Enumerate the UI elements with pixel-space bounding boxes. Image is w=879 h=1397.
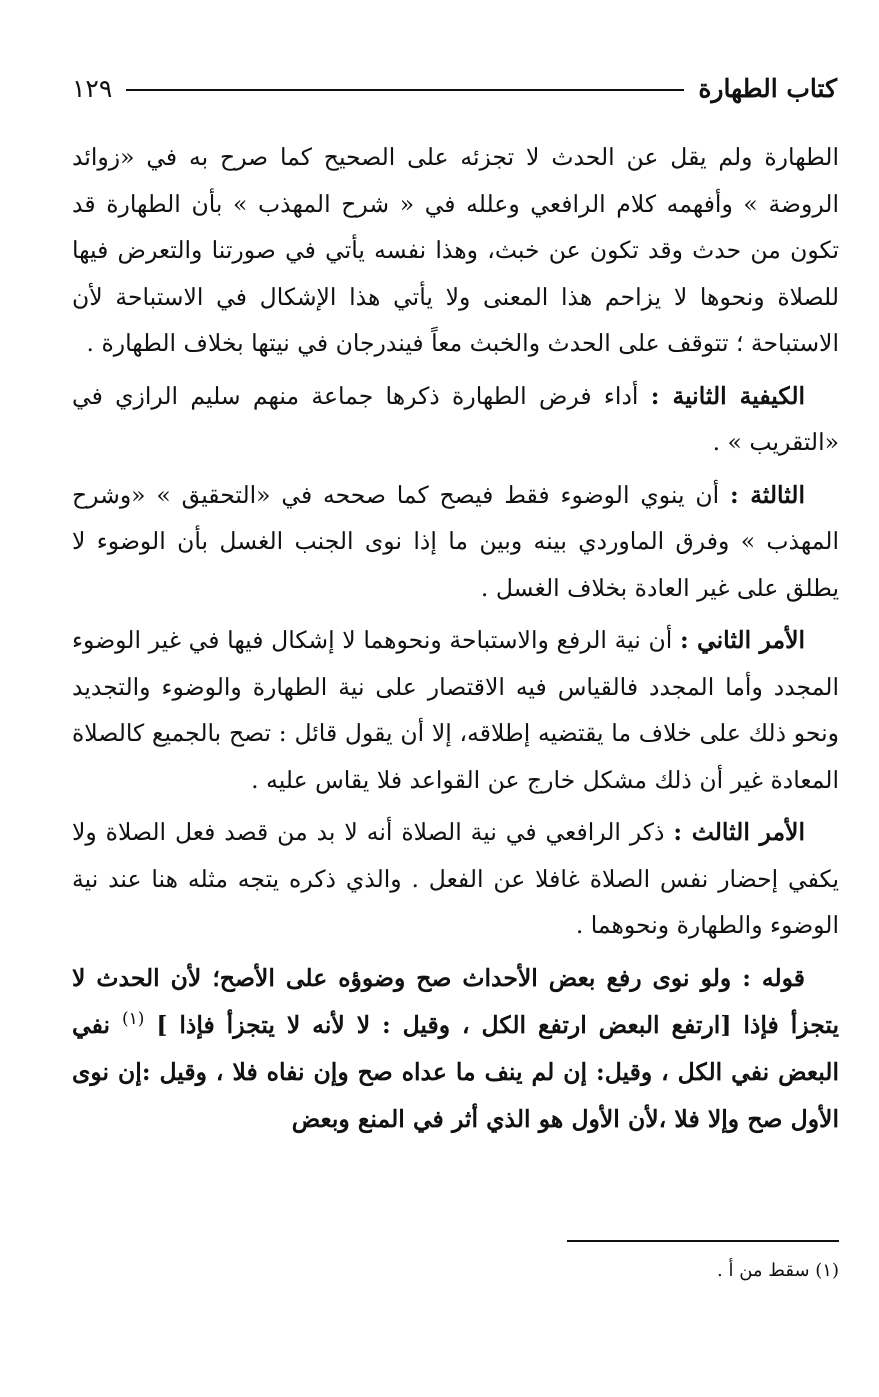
book-title: كتاب الطهارة (698, 73, 837, 103)
paragraph-text: أن ينوي الوضوء فقط فيصح كما صححه في «التحقيق » «وشرح المهذب » وفرق الماوردي بينه وبين ما إذا نوى الجنب الغسل بأن الوضوء لا يطلق على غير العادة بخلاف الغسل . (72, 480, 839, 602)
page-number: ١٢٩ (72, 73, 113, 103)
footnote-marker: (١) (121, 1008, 145, 1029)
paragraph (72, 472, 839, 612)
paragraph-text: ذكر الرافعي في نية الصلاة أنه لا بد من قصد فعل الصلاة ولا يكفي إحضار نفس الصلاة غافلا عن الفعل . والذي ذكره يتجه مثله هنا عند نية الوضوء والطهارة ونحوهما . (72, 818, 839, 939)
paragraph-lead: الثالثة : (729, 480, 805, 509)
paragraph-text: أداء فرض الطهارة ذكرها جماعة منهم سليم الرازي في «التقريب » . (72, 381, 839, 456)
paragraph (72, 373, 839, 466)
paragraph (72, 617, 839, 803)
quoted-matn (72, 955, 839, 1143)
header-rule (126, 89, 684, 91)
paragraph-text: الطهارة ولم يقل عن الحدث لا تجزئه على الصحيح كما صرح به في «زوائد الروضة » وأفهمه كلام الرافعي وعلله في « شرح المهذب » بأن الطهارة قد تكون من حدث وقد تكون عن خبث، وهذا نفسه يأتي في صورتنا والتعرض فيها للصلاة ونحوها لا يزاحم هذا المعنى ولا يأتي هذا الإشكال في الاستباحة لأن الاستباحة ؛ تتوقف على الحدث والخبث معاً فيندرجان في نيتها بخلاف الطهارة . (72, 143, 839, 357)
running-header (72, 70, 837, 106)
paragraph-text: أن نية الرفع والاستباحة ونحوهما لا إشكال فيها في غير الوضوء المجدد وأما المجدد فالقياس فيه الاقتصار على نية الطهارة والوضوء والتجديد ونحو ذلك على خلاف ما يقتضيه إطلاقه، إلا أن يقول قائل : تصح بالجميع كالصلاة المعادة غير أن ذلك مشكل خارج عن القواعد فلا يقاس عليه . (72, 626, 839, 794)
main-text (72, 134, 839, 1143)
paragraph (72, 134, 839, 367)
paragraph-lead: الأمر الثاني : (679, 626, 805, 654)
footnote-rule (567, 1240, 839, 1242)
paragraph-lead: الكيفية الثانية : (650, 381, 806, 410)
paragraph (72, 809, 839, 949)
quote-text-part2: نفي البعض نفي الكل ، وقيل: إن لم ينف ما عداه صح وإن نفاه فلا ، وقيل :إن نوى الأول صح وإلا فلا ،لأن الأول هو الذي أثر في المنع وبعض (72, 1010, 839, 1133)
paragraph-lead: الأمر الثالث : (673, 818, 805, 846)
footnote: (١) سقط من أ . (717, 1260, 839, 1281)
quote-text-part1: قوله : ولو نوى رفع بعض الأحداث صح وضوؤه على الأصح؛ لأن الحدث لا يتجزأ فإذا [ارتفع البعض ارتفع الكل ، وقيل : لا لأنه لا يتجزأ فإذا ] (72, 963, 839, 1039)
